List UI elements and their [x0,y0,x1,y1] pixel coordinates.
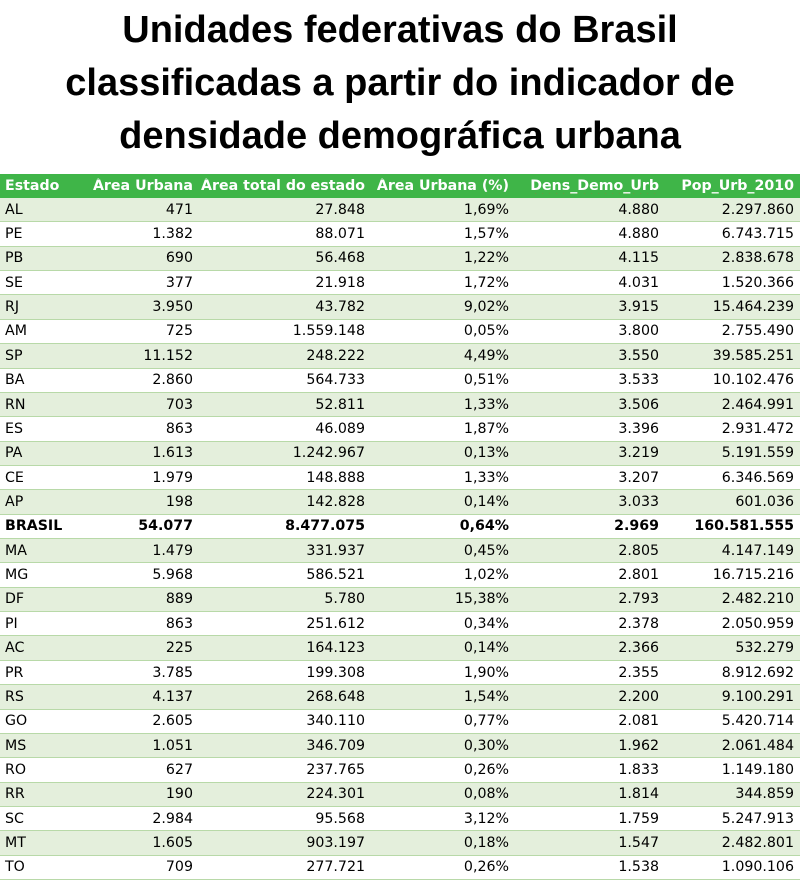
cell-estado: DF [5,591,25,608]
cell-area-urbana-pct: 1,22% [463,250,509,267]
cell-estado: GO [5,713,28,730]
cell-area-urbana: 703 [165,396,193,413]
cell-estado: SE [5,274,23,291]
cell-area-urbana-pct: 0,14% [463,640,509,657]
cell-estado: RO [5,761,27,778]
cell-dens-demo-urb: 3.207 [618,469,659,486]
cell-area-urbana: 3.950 [152,299,193,316]
table-row [0,271,800,295]
cell-pop-urb-2010: 5.191.559 [721,445,794,462]
cell-pop-urb-2010: 2.297.860 [721,201,794,218]
cell-estado: AC [5,640,25,657]
cell-area-urbana: 198 [165,493,193,510]
header-area-urbana-pct: Área Urbana (%) [376,178,509,194]
cell-area-total: 268.648 [306,688,365,705]
table-row [0,515,800,539]
cell-area-urbana-pct: 0,08% [463,786,509,803]
cell-area-total: 95.568 [315,810,365,827]
cell-estado: CE [5,469,24,486]
cell-pop-urb-2010: 9.100.291 [721,688,794,705]
cell-estado: MG [5,567,29,584]
cell-area-urbana: 5.968 [152,567,193,584]
cell-estado: RJ [5,299,20,316]
cell-dens-demo-urb: 3.219 [618,445,659,462]
cell-pop-urb-2010: 344.859 [735,786,794,803]
cell-area-urbana-pct: 0,77% [463,713,509,730]
cell-area-urbana: 54.077 [138,518,193,535]
cell-estado: MA [5,542,27,559]
header-estado: Estado [5,178,60,194]
table-row [0,758,800,782]
header-dens-demo-urb [513,178,663,194]
cell-area-urbana-pct: 1,69% [463,201,509,218]
cell-pop-urb-2010: 2.482.801 [721,835,794,852]
header-dens-demo-urb-label: Dens_Demo_Urb [530,178,659,194]
table-row [0,563,800,587]
table-header-row [0,174,800,198]
cell-area-urbana: 225 [165,640,193,657]
cell-area-urbana-pct: 0,51% [463,372,509,389]
header-area-total: Área total do estado [201,178,365,194]
cell-area-urbana-pct: 15,38% [454,591,509,608]
cell-dens-demo-urb: 3.800 [618,323,659,340]
cell-pop-urb-2010: 1.149.180 [721,761,794,778]
cell-area-urbana-pct: 0,30% [463,737,509,754]
cell-area-total: 1.559.148 [292,323,365,340]
cell-dens-demo-urb: 4.115 [618,250,659,267]
cell-area-total: 5.780 [324,591,365,608]
cell-area-total: 199.308 [306,664,365,681]
cell-area-urbana-pct: 1,33% [463,396,509,413]
cell-dens-demo-urb: 2.200 [618,688,659,705]
cell-dens-demo-urb: 2.969 [614,518,659,535]
cell-area-urbana-pct: 1,33% [463,469,509,486]
cell-estado: PE [5,226,23,243]
cell-area-total: 564.733 [306,372,365,389]
cell-estado: AP [5,493,24,510]
cell-estado: PA [5,445,23,462]
cell-pop-urb-2010: 6.743.715 [721,226,794,243]
cell-dens-demo-urb: 4.880 [618,201,659,218]
cell-area-urbana-pct: 0,26% [463,859,509,876]
cell-pop-urb-2010: 2.755.490 [721,323,794,340]
table-row [0,588,800,612]
cell-estado: BA [5,372,25,389]
cell-area-total: 331.937 [306,542,365,559]
cell-area-urbana: 471 [165,201,193,218]
cell-area-urbana-pct: 0,13% [463,445,509,462]
cell-area-total: 346.709 [306,737,365,754]
cell-area-total: 340.110 [306,713,365,730]
table-row [0,344,800,368]
cell-dens-demo-urb: 3.533 [618,372,659,389]
cell-area-urbana: 863 [165,615,193,632]
cell-area-urbana-pct: 0,18% [463,835,509,852]
cell-dens-demo-urb: 3.396 [618,420,659,437]
cell-area-total: 8.477.075 [285,518,365,535]
title-line-2: classificadas a partir do indicador de [65,62,735,104]
cell-area-urbana-pct: 1,57% [463,226,509,243]
cell-dens-demo-urb: 2.793 [618,591,659,608]
cell-area-total: 142.828 [306,493,365,510]
table-row [0,393,800,417]
cell-area-urbana: 377 [165,274,193,291]
cell-dens-demo-urb: 1.759 [618,810,659,827]
cell-area-urbana-pct: 1,87% [463,420,509,437]
cell-area-urbana: 1.479 [152,542,193,559]
cell-dens-demo-urb: 2.366 [618,640,659,657]
cell-pop-urb-2010: 1.520.366 [721,274,794,291]
cell-pop-urb-2010: 601.036 [735,493,794,510]
table-body [0,198,800,880]
cell-area-urbana: 2.984 [152,810,193,827]
table-row [0,442,800,466]
cell-dens-demo-urb: 3.550 [618,347,659,364]
table-row [0,222,800,246]
cell-pop-urb-2010: 6.346.569 [721,469,794,486]
cell-estado: BRASIL [5,518,63,535]
cell-pop-urb-2010: 5.420.714 [721,713,794,730]
table-row [0,490,800,514]
cell-area-urbana-pct: 1,90% [463,664,509,681]
table-row [0,807,800,831]
table-row [0,369,800,393]
cell-area-urbana-pct: 0,45% [463,542,509,559]
cell-pop-urb-2010: 16.715.216 [712,567,794,584]
cell-area-urbana: 1.613 [152,445,193,462]
cell-area-urbana: 725 [165,323,193,340]
table-row [0,734,800,758]
cell-pop-urb-2010: 4.147.149 [721,542,794,559]
table-row [0,661,800,685]
cell-pop-urb-2010: 160.581.555 [694,518,794,535]
cell-area-urbana: 190 [165,786,193,803]
cell-estado: AM [5,323,27,340]
cell-area-total: 248.222 [306,347,365,364]
cell-pop-urb-2010: 5.247.913 [721,810,794,827]
table-row [0,636,800,660]
cell-area-urbana: 1.605 [152,835,193,852]
cell-pop-urb-2010: 2.061.484 [721,737,794,754]
cell-area-urbana: 1.051 [152,737,193,754]
cell-area-total: 56.468 [315,250,365,267]
cell-area-urbana-pct: 3,12% [463,810,509,827]
cell-estado: SC [5,810,24,827]
cell-pop-urb-2010: 39.585.251 [712,347,794,364]
cell-pop-urb-2010: 1.090.106 [721,859,794,876]
cell-estado: RN [5,396,26,413]
cell-pop-urb-2010: 2.838.678 [721,250,794,267]
cell-pop-urb-2010: 2.931.472 [721,420,794,437]
cell-dens-demo-urb: 1.814 [618,786,659,803]
cell-dens-demo-urb: 1.547 [618,835,659,852]
cell-pop-urb-2010: 532.279 [735,640,794,657]
cell-area-urbana-pct: 1,54% [463,688,509,705]
cell-area-urbana-pct: 1,02% [463,567,509,584]
cell-area-urbana-pct: 0,64% [459,518,509,535]
table-row [0,198,800,222]
cell-estado: AL [5,201,23,218]
cell-dens-demo-urb: 2.355 [618,664,659,681]
cell-dens-demo-urb: 2.805 [618,542,659,559]
cell-area-total: 251.612 [306,615,365,632]
cell-pop-urb-2010: 2.464.991 [721,396,794,413]
cell-area-total: 903.197 [306,835,365,852]
title-line-1: Unidades federativas do Brasil [122,9,678,51]
cell-estado: RR [5,786,25,803]
cell-area-urbana: 4.137 [152,688,193,705]
cell-area-urbana: 3.785 [152,664,193,681]
cell-dens-demo-urb: 1.962 [618,737,659,754]
cell-area-urbana-pct: 9,02% [463,299,509,316]
table-row [0,612,800,636]
table-row [0,539,800,563]
cell-area-urbana: 627 [165,761,193,778]
header-area-urbana: Área Urbana [92,178,193,194]
cell-area-urbana: 690 [165,250,193,267]
table-row [0,320,800,344]
cell-dens-demo-urb: 3.506 [618,396,659,413]
cell-area-urbana-pct: 0,34% [463,615,509,632]
cell-area-total: 148.888 [306,469,365,486]
table-row [0,856,800,880]
table-row [0,710,800,734]
table-row [0,247,800,271]
cell-area-total: 21.918 [315,274,365,291]
cell-estado: MT [5,835,26,852]
cell-estado: SP [5,347,23,364]
cell-dens-demo-urb: 1.538 [618,859,659,876]
cell-estado: ES [5,420,23,437]
table-row [0,783,800,807]
cell-dens-demo-urb: 2.081 [618,713,659,730]
table-row [0,685,800,709]
cell-area-urbana: 11.152 [143,347,193,364]
cell-estado: TO [5,859,25,876]
cell-dens-demo-urb: 4.880 [618,226,659,243]
cell-area-urbana: 709 [165,859,193,876]
cell-area-urbana: 889 [165,591,193,608]
cell-area-total: 43.782 [315,299,365,316]
cell-pop-urb-2010: 10.102.476 [712,372,794,389]
cell-area-urbana: 2.605 [152,713,193,730]
cell-area-urbana: 2.860 [152,372,193,389]
cell-area-total: 1.242.967 [292,445,365,462]
cell-area-total: 586.521 [306,567,365,584]
cell-area-total: 46.089 [315,420,365,437]
cell-area-urbana-pct: 0,26% [463,761,509,778]
cell-dens-demo-urb: 2.801 [618,567,659,584]
cell-dens-demo-urb: 3.033 [618,493,659,510]
table-row [0,295,800,319]
page-title [0,4,800,163]
cell-area-total: 237.765 [306,761,365,778]
cell-area-urbana: 1.382 [152,226,193,243]
cell-area-total: 27.848 [315,201,365,218]
cell-area-total: 52.811 [315,396,365,413]
title-line-3: densidade demográfica urbana [119,115,681,157]
cell-pop-urb-2010: 15.464.239 [712,299,794,316]
cell-area-urbana-pct: 1,72% [463,274,509,291]
cell-area-total: 88.071 [315,226,365,243]
cell-dens-demo-urb: 3.915 [618,299,659,316]
cell-area-urbana-pct: 4,49% [463,347,509,364]
cell-area-urbana: 1.979 [152,469,193,486]
cell-pop-urb-2010: 8.912.692 [721,664,794,681]
cell-area-total: 164.123 [306,640,365,657]
table-row [0,466,800,490]
cell-estado: RS [5,688,24,705]
table-row [0,831,800,855]
cell-dens-demo-urb: 1.833 [618,761,659,778]
cell-dens-demo-urb: 2.378 [618,615,659,632]
cell-dens-demo-urb: 4.031 [618,274,659,291]
cell-area-urbana-pct: 0,14% [463,493,509,510]
states-table [0,174,800,880]
cell-area-total: 224.301 [306,786,365,803]
cell-area-urbana: 863 [165,420,193,437]
cell-estado: PI [5,615,18,632]
cell-estado: MS [5,737,27,754]
cell-pop-urb-2010: 2.482.210 [721,591,794,608]
table-row [0,417,800,441]
cell-estado: PB [5,250,24,267]
cell-area-urbana-pct: 0,05% [463,323,509,340]
header-pop-urb-2010: Pop_Urb_2010 [681,178,794,194]
cell-area-total: 277.721 [306,859,365,876]
cell-pop-urb-2010: 2.050.959 [721,615,794,632]
cell-estado: PR [5,664,24,681]
